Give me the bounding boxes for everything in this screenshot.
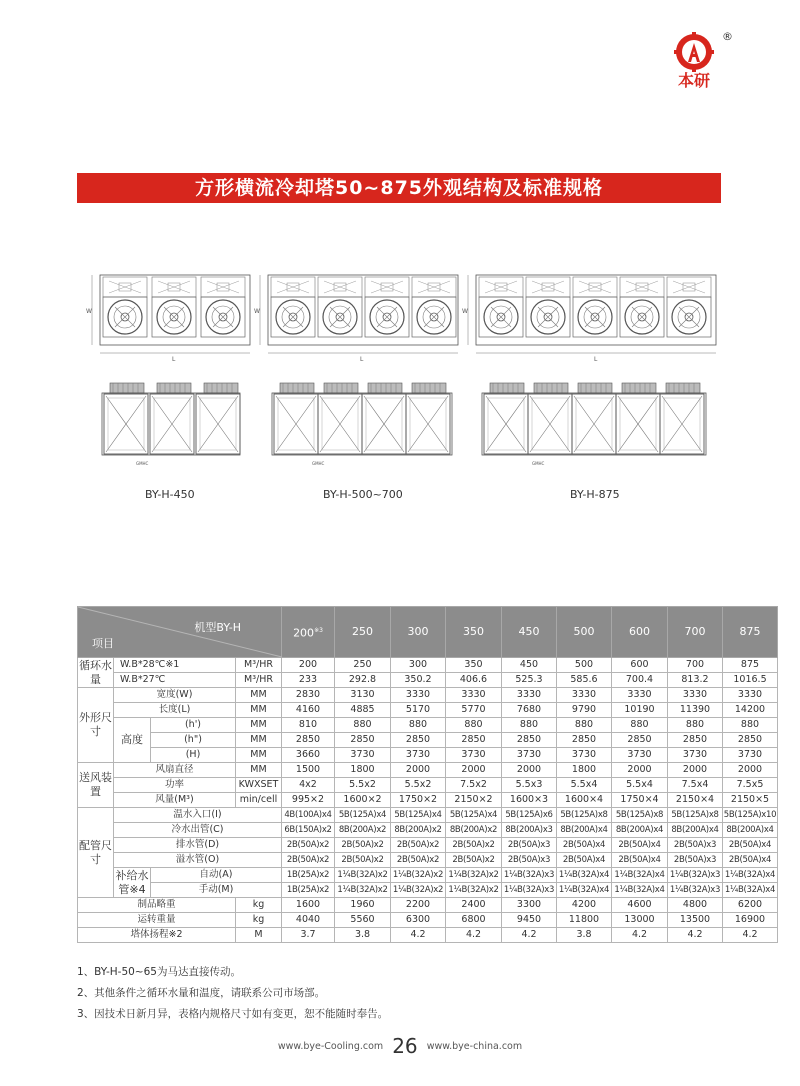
table-cell: 5B(125A)x10 (723, 808, 778, 823)
table-cell: 2B(50A)x2 (391, 853, 446, 868)
table-corner-header (78, 607, 282, 658)
table-cell: 2B(50A)x4 (612, 853, 668, 868)
table-cell: 292.8 (335, 673, 391, 688)
model-label-450: BY-H-450 (145, 488, 195, 501)
tower-drawings (86, 265, 720, 475)
column-header: 600 (612, 607, 668, 658)
table-cell: 1800 (335, 763, 391, 778)
table-cell: 2B(50A)x4 (557, 838, 612, 853)
table-row (78, 778, 778, 793)
table-cell: 1¼B(32A)x3 (502, 868, 557, 883)
footer-left-url[interactable]: www.bye-Cooling.com (277, 1041, 384, 1052)
row-label: 塔体扬程※2 (78, 928, 236, 943)
table-cell: 11800 (557, 913, 612, 928)
table-cell: 700 (668, 658, 723, 673)
svg-text:W: W (462, 308, 468, 315)
table-cell: 880 (723, 718, 778, 733)
row-label: 手动(M) (151, 883, 282, 898)
svg-text:L: L (360, 356, 364, 363)
table-cell: 2850 (335, 733, 391, 748)
table-cell: 3730 (335, 748, 391, 763)
table-cell: 3730 (502, 748, 557, 763)
table-cell: 2850 (557, 733, 612, 748)
table-cell: 2B(50A)x4 (723, 838, 778, 853)
table-cell: 4.2 (502, 928, 557, 943)
table-cell: 2B(50A)x2 (446, 838, 502, 853)
table-cell: 5B(125A)x6 (502, 808, 557, 823)
table-cell: 810 (282, 718, 335, 733)
table-cell: 4x2 (282, 778, 335, 793)
table-cell: 4.2 (446, 928, 502, 943)
table-cell: 525.3 (502, 673, 557, 688)
table-cell: 5B(125A)x4 (446, 808, 502, 823)
column-header: 450 (502, 607, 557, 658)
column-header: 700 (668, 607, 723, 658)
row-label: 排水管(D) (114, 838, 282, 853)
table-cell: 2B(50A)x2 (391, 838, 446, 853)
table-cell: 500 (557, 658, 612, 673)
table-cell: 8B(200A)x4 (723, 823, 778, 838)
table-cell: 2000 (502, 763, 557, 778)
table-row (78, 838, 778, 853)
table-cell: 4600 (612, 898, 668, 913)
table-cell: 6300 (391, 913, 446, 928)
table-cell: 7.5x4 (668, 778, 723, 793)
table-cell: 5770 (446, 703, 502, 718)
table-cell: 3730 (612, 748, 668, 763)
table-row (78, 808, 778, 823)
table-cell: 880 (335, 718, 391, 733)
table-cell: 1¼B(32A)x2 (391, 868, 446, 883)
row-label: W.B*27℃ (114, 673, 236, 688)
table-cell: 2B(50A)x2 (282, 838, 335, 853)
column-header: 200$^{※3}$ (282, 607, 335, 658)
row-group-label: 配管尺寸 (78, 808, 114, 898)
table-cell: 5.5x4 (557, 778, 612, 793)
table-cell: 880 (391, 718, 446, 733)
table-cell: 7.5x5 (723, 778, 778, 793)
table-cell: 2B(50A)x4 (723, 853, 778, 868)
table-row (78, 673, 778, 688)
table-cell: 1¼B(32A)x4 (557, 883, 612, 898)
row-label: 风量(M³) (114, 793, 236, 808)
table-cell: 1B(25A)x2 (282, 883, 335, 898)
table-row (78, 718, 778, 733)
table-cell: 4.2 (668, 928, 723, 943)
row-unit: M³/HR (236, 673, 282, 688)
row-group-label: 循环水量 (79, 658, 112, 686)
table-cell: 2850 (612, 733, 668, 748)
row-label: 温水入口(I) (114, 808, 282, 823)
row-unit: M³/HR (236, 658, 282, 673)
table-cell: 995×2 (282, 793, 335, 808)
registered-mark: ® (722, 30, 733, 43)
table-cell: 5B(125A)x4 (391, 808, 446, 823)
table-cell: 1¼B(32A)x3 (668, 883, 723, 898)
table-cell: 450 (502, 658, 557, 673)
table-cell: 3330 (446, 688, 502, 703)
table-row (78, 853, 778, 868)
row-label: (h") (151, 733, 236, 748)
table-cell: 2150×4 (668, 793, 723, 808)
table-cell: 1¼B(32A)x4 (723, 868, 778, 883)
table-cell: 3.8 (557, 928, 612, 943)
table-header-row (78, 607, 778, 658)
table-cell: 2850 (502, 733, 557, 748)
table-cell: 350.2 (391, 673, 446, 688)
table-cell: 13000 (612, 913, 668, 928)
row-label: 自动(A) (151, 868, 282, 883)
table-cell: 2150×5 (723, 793, 778, 808)
table-cell: 4B(100A)x4 (282, 808, 335, 823)
table-cell: 9450 (502, 913, 557, 928)
table-cell: 880 (612, 718, 668, 733)
table-cell: 3.8 (335, 928, 391, 943)
table-cell: 880 (668, 718, 723, 733)
table-cell: 4.2 (612, 928, 668, 943)
table-cell: 7680 (502, 703, 557, 718)
table-cell: 3.7 (282, 928, 335, 943)
table-cell: 1500 (282, 763, 335, 778)
footer-right-url[interactable]: www.bye-china.com (426, 1041, 523, 1052)
table-cell: 5170 (391, 703, 446, 718)
table-cell: 3330 (612, 688, 668, 703)
table-cell: 5.5x3 (502, 778, 557, 793)
table-cell: 2850 (723, 733, 778, 748)
table-cell: 4200 (557, 898, 612, 913)
table-row (78, 763, 778, 778)
table-cell: 2000 (446, 763, 502, 778)
column-header: 350 (446, 607, 502, 658)
table-cell: 2850 (446, 733, 502, 748)
page-footer (0, 1034, 800, 1058)
table-cell: 9790 (557, 703, 612, 718)
table-row (78, 868, 778, 883)
row-unit: kg (236, 913, 282, 928)
table-cell: 250 (335, 658, 391, 673)
table-cell: 3330 (668, 688, 723, 703)
note-item: 2、其他条件之循环水量和温度，请联系公司市场部。 (77, 987, 326, 999)
table-cell: 1800 (557, 763, 612, 778)
row-unit: KWXSET (236, 778, 282, 793)
table-cell: 3730 (446, 748, 502, 763)
corner-item-label: 项目 (92, 637, 114, 650)
company-logo (664, 30, 724, 92)
table-cell: 5560 (335, 913, 391, 928)
row-unit: MM (236, 733, 282, 748)
table-cell: 585.6 (557, 673, 612, 688)
table-cell: 4.2 (391, 928, 446, 943)
table-cell: 1¼B(32A)x4 (612, 868, 668, 883)
svg-text:GMHC: GMHC (136, 461, 149, 466)
table-cell: 1750×2 (391, 793, 446, 808)
table-cell: 10190 (612, 703, 668, 718)
table-cell: 3330 (557, 688, 612, 703)
row-group-label: 送风装置 (78, 763, 114, 808)
row-label: 溢水管(O) (114, 853, 282, 868)
table-cell: 1¼B(32A)x3 (502, 883, 557, 898)
table-cell: 2850 (391, 733, 446, 748)
table-cell: 5.5x4 (612, 778, 668, 793)
table-row (78, 928, 778, 943)
table-cell: 2000 (668, 763, 723, 778)
table-row (78, 793, 778, 808)
table-cell: 7.5x2 (446, 778, 502, 793)
table-cell: 2400 (446, 898, 502, 913)
table-cell: 5B(125A)x8 (668, 808, 723, 823)
row-label: 宽度(W) (114, 688, 236, 703)
table-cell: 2B(50A)x2 (335, 853, 391, 868)
page-number: 26 (392, 1034, 418, 1058)
model-label-875: BY-H-875 (570, 488, 620, 501)
table-cell: 1¼B(32A)x2 (335, 868, 391, 883)
row-unit: M (236, 928, 282, 943)
row-subgroup-label: 高度 (114, 718, 151, 763)
note-item: 3、因技术日新月异，表格内规格尺寸如有变更，恕不能随时奉告。 (77, 1008, 389, 1020)
table-cell: 3330 (723, 688, 778, 703)
svg-text:L: L (172, 356, 176, 363)
table-cell: 1B(25A)x2 (282, 868, 335, 883)
table-cell: 8B(200A)x2 (335, 823, 391, 838)
table-row (78, 703, 778, 718)
table-cell: 2150×2 (446, 793, 502, 808)
table-row (78, 733, 778, 748)
row-label: 运转重量 (78, 913, 236, 928)
svg-text:GMHC: GMHC (312, 461, 325, 466)
row-unit: MM (236, 763, 282, 778)
table-row (78, 913, 778, 928)
table-cell: 5B(125A)x8 (612, 808, 668, 823)
table-cell: 1750×4 (612, 793, 668, 808)
column-header: 250 (335, 607, 391, 658)
column-header: 875 (723, 607, 778, 658)
table-row (78, 823, 778, 838)
row-group-label: 外形尺寸 (78, 688, 114, 763)
table-cell: 8B(200A)x2 (391, 823, 446, 838)
table-cell: 1016.5 (723, 673, 778, 688)
svg-text:W: W (254, 308, 260, 315)
table-cell: 6200 (723, 898, 778, 913)
table-cell: 5.5x2 (391, 778, 446, 793)
table-cell: 3730 (391, 748, 446, 763)
row-label: 长度(L) (114, 703, 236, 718)
table-cell: 1600×4 (557, 793, 612, 808)
table-cell: 2B(50A)x4 (557, 853, 612, 868)
table-cell: 3330 (391, 688, 446, 703)
table-cell: 1¼B(32A)x4 (557, 868, 612, 883)
table-cell: 6B(150A)x2 (282, 823, 335, 838)
table-cell: 2B(50A)x3 (502, 838, 557, 853)
row-unit: kg (236, 898, 282, 913)
table-cell: 1¼B(32A)x3 (668, 868, 723, 883)
svg-text:L: L (594, 356, 598, 363)
table-cell: 2B(50A)x3 (668, 853, 723, 868)
table-cell: 2830 (282, 688, 335, 703)
table-cell: 8B(200A)x2 (446, 823, 502, 838)
row-unit: MM (236, 703, 282, 718)
table-cell: 1¼B(32A)x2 (446, 883, 502, 898)
table-cell: 13500 (668, 913, 723, 928)
table-cell: 3730 (668, 748, 723, 763)
table-cell: 600 (612, 658, 668, 673)
table-cell: 6800 (446, 913, 502, 928)
table-cell: 1600 (282, 898, 335, 913)
table-cell: 700.4 (612, 673, 668, 688)
table-cell: 8B(200A)x4 (668, 823, 723, 838)
row-unit: MM (236, 688, 282, 703)
svg-text:W: W (86, 308, 92, 315)
table-cell: 1¼B(32A)x4 (723, 883, 778, 898)
table-cell: 14200 (723, 703, 778, 718)
row-unit: min/cell (236, 793, 282, 808)
table-cell: 233 (282, 673, 335, 688)
table-cell: 4885 (335, 703, 391, 718)
table-cell: 875 (723, 658, 778, 673)
table-cell: 3660 (282, 748, 335, 763)
table-row (78, 883, 778, 898)
row-label: 功率 (114, 778, 236, 793)
page-title-banner: 方形横流冷却塔50~875外观结构及标准规格 (77, 173, 721, 203)
note-item: 1、BY-H-50~65为马达直接传动。 (77, 966, 241, 978)
model-label-500-700: BY-H-500~700 (323, 488, 403, 501)
table-cell: 11390 (668, 703, 723, 718)
table-cell: 4160 (282, 703, 335, 718)
table-cell: 880 (446, 718, 502, 733)
row-label: W.B*28℃※1 (114, 658, 236, 673)
table-cell: 1600×2 (335, 793, 391, 808)
notes (77, 962, 388, 1025)
row-unit: MM (236, 718, 282, 733)
table-cell: 300 (391, 658, 446, 673)
svg-text:GMHC: GMHC (532, 461, 545, 466)
table-cell: 200 (282, 658, 335, 673)
table-cell: 3730 (557, 748, 612, 763)
table-cell: 3130 (335, 688, 391, 703)
column-header: 300 (391, 607, 446, 658)
table-body (78, 658, 778, 943)
table-cell: 3300 (502, 898, 557, 913)
table-cell: 8B(200A)x4 (557, 823, 612, 838)
row-unit: MM (236, 748, 282, 763)
table-cell: 880 (502, 718, 557, 733)
table-cell: 2B(50A)x2 (335, 838, 391, 853)
row-subgroup-label: 补给水管※4 (115, 868, 149, 896)
table-cell: 2000 (612, 763, 668, 778)
table-cell: 5B(125A)x4 (335, 808, 391, 823)
table-cell: 4.2 (723, 928, 778, 943)
table-cell: 8B(200A)x3 (502, 823, 557, 838)
table-cell: 2B(50A)x2 (446, 853, 502, 868)
row-label: 风扇直径 (114, 763, 236, 778)
table-cell: 2000 (391, 763, 446, 778)
table-cell: 5B(125A)x8 (557, 808, 612, 823)
table-row (78, 658, 778, 673)
row-label: 制品略重 (78, 898, 236, 913)
logo-text: 本研 (677, 71, 711, 90)
table-cell: 1¼B(32A)x4 (612, 883, 668, 898)
table-cell: 5.5x2 (335, 778, 391, 793)
table-row (78, 898, 778, 913)
table-cell: 1¼B(32A)x2 (446, 868, 502, 883)
table-cell: 2000 (723, 763, 778, 778)
table-row (78, 688, 778, 703)
table-cell: 2B(50A)x3 (668, 838, 723, 853)
table-cell: 880 (557, 718, 612, 733)
table-cell: 3330 (502, 688, 557, 703)
table-cell: 1960 (335, 898, 391, 913)
table-cell: 2850 (282, 733, 335, 748)
table-cell: 350 (446, 658, 502, 673)
spec-table (77, 606, 778, 943)
table-cell: 813.2 (668, 673, 723, 688)
table-cell: 1¼B(32A)x2 (335, 883, 391, 898)
table-cell: 2B(50A)x4 (612, 838, 668, 853)
table-cell: 4800 (668, 898, 723, 913)
table-cell: 2B(50A)x3 (502, 853, 557, 868)
table-cell: 2850 (668, 733, 723, 748)
table-cell: 2B(50A)x2 (282, 853, 335, 868)
table-cell: 2200 (391, 898, 446, 913)
row-label: (H) (151, 748, 236, 763)
table-cell: 16900 (723, 913, 778, 928)
table-cell: 406.6 (446, 673, 502, 688)
table-cell: 1600×3 (502, 793, 557, 808)
row-label: (h') (151, 718, 236, 733)
column-header: 500 (557, 607, 612, 658)
table-cell: 3730 (723, 748, 778, 763)
table-cell: 8B(200A)x4 (612, 823, 668, 838)
row-label: 冷水出管(C) (114, 823, 282, 838)
table-row (78, 748, 778, 763)
table-cell: 1¼B(32A)x2 (391, 883, 446, 898)
table-cell: 4040 (282, 913, 335, 928)
corner-model-label: 机型BY-H (194, 621, 241, 634)
